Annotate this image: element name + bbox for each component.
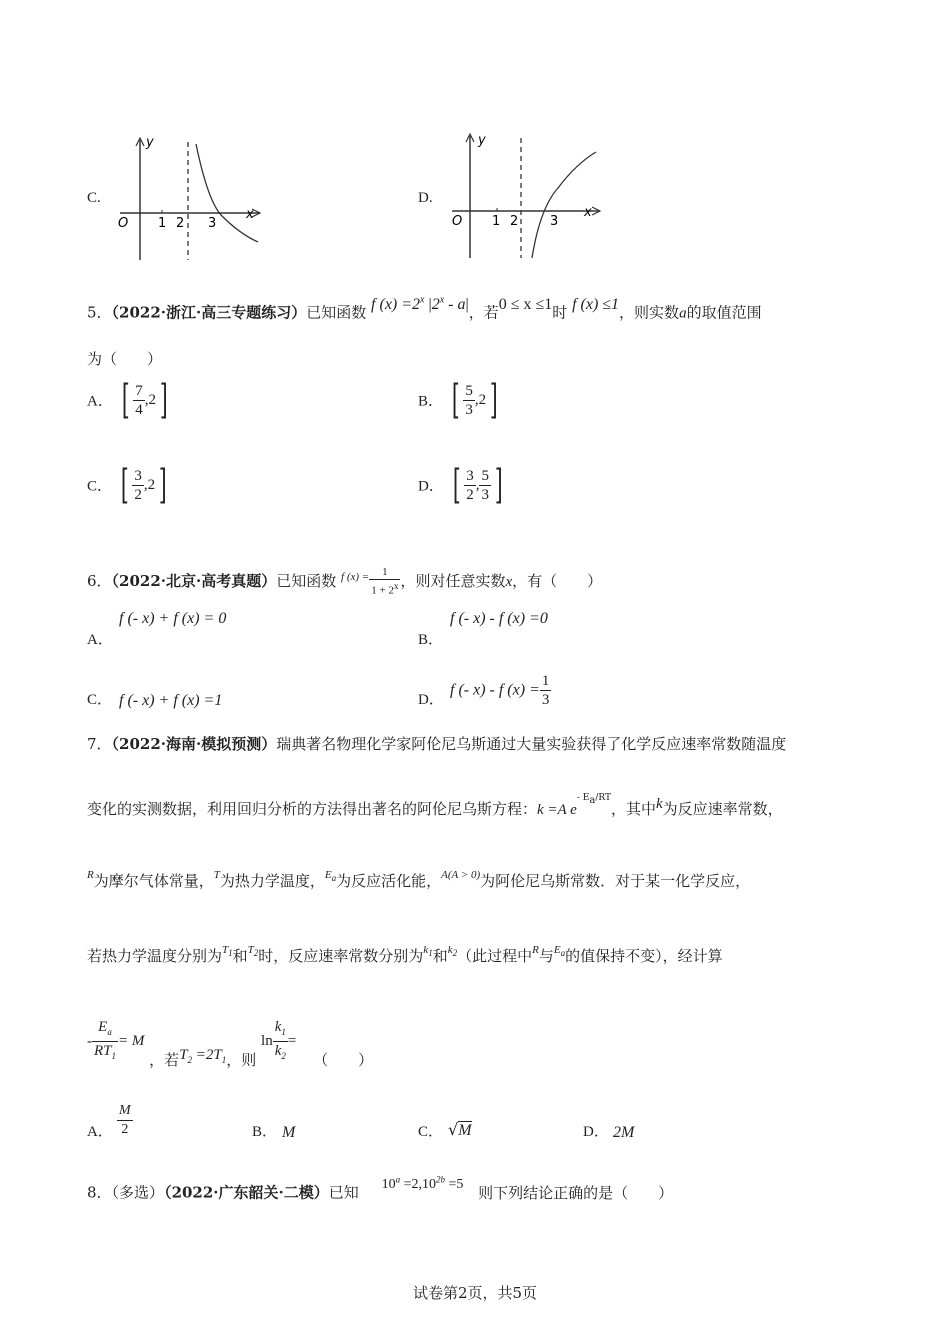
graph-d-origin: O bbox=[452, 214, 463, 229]
q5-line2: 为（ ） bbox=[87, 350, 163, 368]
q5-number: 5． bbox=[87, 303, 112, 322]
q5-condition2: f (x) ≤1 bbox=[572, 296, 620, 314]
graph-c-tick-1: 1 bbox=[158, 216, 167, 231]
sqrt-icon: √M bbox=[448, 1120, 472, 1139]
graph-c-origin: O bbox=[118, 216, 129, 231]
q5-line1: 5．（2022·浙江·高三专题练习）已知函数 f $(x) =2^x$ |2$^x$ - a|，若0 ≤ x ≤1时 f (x) ≤1，则实数a的取值范围 bbox=[87, 295, 762, 322]
graph-d-tick-1: 1 bbox=[492, 214, 501, 229]
q5-option-a[interactable]: A． [ $\frac{7}{4}$ ,2] bbox=[87, 377, 168, 423]
q6-line1: 6．（2022·北京·高考真题）已知函数 $^{f (x) =}$ $\frac{1}{1 + 2^x}$ ，则对任意实数x，有（ ） bbox=[87, 566, 603, 597]
q5-option-d[interactable]: D． [ $\frac{3}{2}$ , $\frac{5}{3}$ ] bbox=[418, 462, 503, 508]
q7-line3: $^R$为摩尔气体常量，$^T$为热力学温度，$^{E_a}$为反应活化能，$^{A(A > 0)}$为阿伦尼乌斯常数．对于某一化学反应， bbox=[87, 869, 751, 890]
graph-c-y-label: y bbox=[146, 135, 154, 150]
q5-condition: 0 ≤ x ≤1 bbox=[498, 296, 553, 314]
graph-d-x-label: x bbox=[584, 205, 592, 220]
option-d-label: D. bbox=[418, 190, 433, 206]
graph-c-tick-2: 2 bbox=[176, 216, 185, 231]
q7-line1: 7．（2022·海南·模拟预测）瑞典著名物理化学家阿伦尼乌斯通过大量实验获得了化学反应速率常数随温度 bbox=[87, 735, 787, 753]
q5-option-b[interactable]: B． [ $\frac{5}{3}$ ,2] bbox=[418, 377, 498, 423]
graph-d-tick-3: 3 bbox=[550, 214, 559, 229]
graph-c-x-label: x bbox=[246, 207, 254, 222]
q5-source: （2022·浙江·高三专题练习） bbox=[111, 303, 307, 322]
q5-option-c[interactable]: C． [ $\frac{3}{2}$ ,2] bbox=[87, 462, 167, 508]
q5-formula: f $(x) =2^x$ |2$^x$ - a| bbox=[371, 295, 469, 314]
q7-line4: 若热力学温度分别为$^{T_1}$和$^{T_2}$时，反应速率常数分别为$^{k_1}$和$^{k_2}$（此过程中$^R$与$^{E_a}$的值保持不变），经计算 bbox=[87, 944, 723, 965]
option-c-label: C. bbox=[87, 190, 101, 206]
graph-d bbox=[440, 128, 610, 262]
graph-d-y-label: y bbox=[478, 133, 486, 148]
q8-line1: 8．（多选）（2022·广东韶关·二模）已知 $10^a =2,10^{2b} =5$ 则下列结论正确的是（ ） bbox=[87, 1174, 674, 1202]
page-footer: 试卷第2页，共5页 bbox=[412, 1284, 538, 1302]
q6-fraction: $\frac{1}{1 + 2^x}$ bbox=[371, 566, 399, 597]
q7-line2: 变化的实测数据，利用回归分析的方法得出著名的阿伦尼乌斯方程：k =A $e^{- E_a/RT}$，其中k为反应速率常数， bbox=[87, 793, 783, 818]
q7-line5: - $\frac{E_a}{RT_1}$ = M ，若$T_2 =2T_1$，则 ln $\frac{k_1}{k_2}$ = （ ） bbox=[87, 1019, 374, 1069]
graph-c-curve bbox=[196, 144, 258, 242]
graph-c-tick-3: 3 bbox=[208, 216, 217, 231]
graph-d-tick-2: 2 bbox=[510, 214, 519, 229]
graph-c bbox=[110, 130, 270, 262]
